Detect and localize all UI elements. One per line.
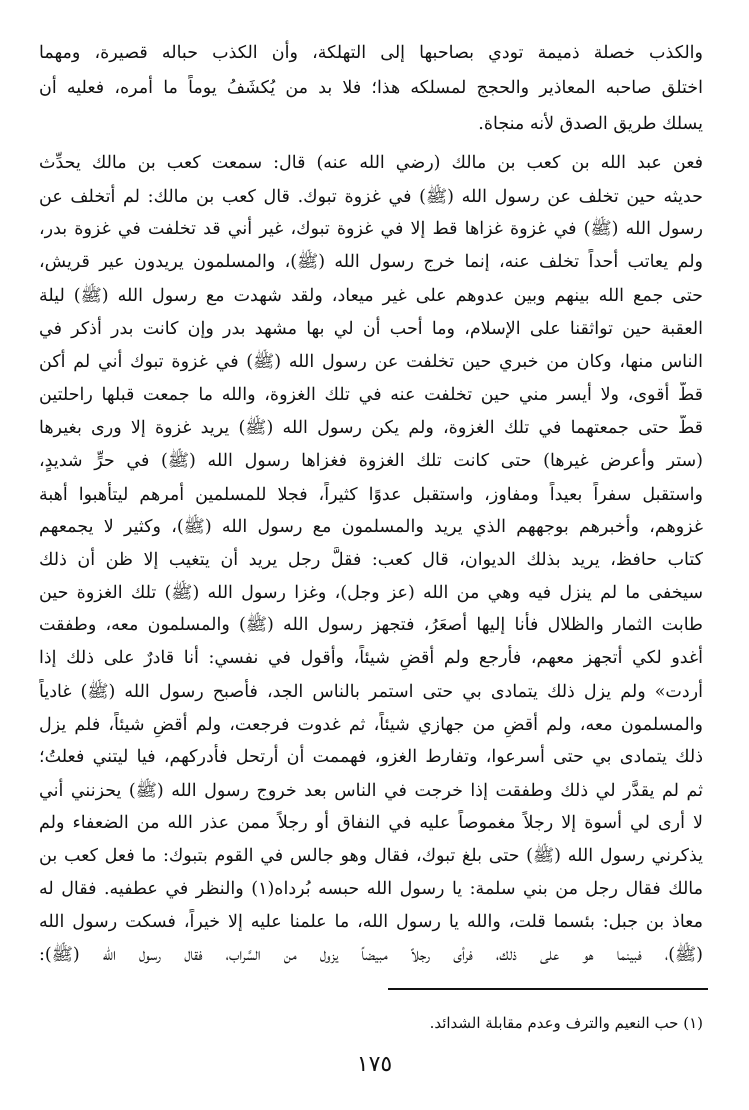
text-line: يسلك طريق الصدق لأنه منجاة. [478,114,703,134]
text-line: مالك فقال رجل من بني سلمة: يا رسول الله حبسه بُرداه(١) والنظر في عطفيه. فقال له [39,879,703,899]
text-line: قطُّ أقوى، ولا أيسر مني حين تخلفت عنه في تلك الغزوة، والله ما جمعت قبلها راحلتين [39,385,703,405]
text-line: اختلق صاحبه المعاذير والحجج لمسلكه هذا؛ فلا بد من يُكشَفُ يوماً ما أمره، فعليه أن [39,78,703,98]
text-line: أردت» ولم يزل ذلك يتمادى بي حتى استمر بالناس الجد، فأصبح رسول الله (ﷺ) غادياً [39,682,703,702]
text-line: ذلك يتمادى بي حتى أسرعوا، وتفارط الغزو، فهممت أن أرتحل فأدركهم، فيا ليتني فعلتُ؛ [39,747,703,767]
text-line: (ستر وأعرض غيرها) حتى كانت تلك الغزوة فغزاها رسول الله (ﷺ) في حرٍّ شديدٍ، [39,451,703,471]
text-line: ولم يعاتب أحداً تخلف عنه، إنما خرج رسول الله (ﷺ)، والمسلمون يريدون عير قريش، [39,252,703,272]
text-line: سيخفى ما لم ينزل فيه وهي من الله (عز وجل)، وغزا رسول الله (ﷺ) تلك الغزوة حين [39,583,703,603]
text-line: كتاب حافظ، يريد بذلك الديوان، قال كعب: فقلَّ رجل يريد أن يتغيب إلا ظن أن ذلك [39,550,703,570]
text-line: أغدو لكي أتجهز معهم، فأرجع ولم أقضِ شيئاً، وأقول في نفسي: أنا قادرٌ على ذلك إذا [39,648,703,668]
text-line: العقبة حين تواثقنا على الإسلام، وما أحب أن لي بها مشهد بدر وإن كانت بدر أذكر في [39,319,703,339]
text-line: فعن عبد الله بن كعب بن مالك (رضي الله عنه) قال: سمعت كعب بن مالك يحدِّث [39,153,703,173]
text-line: واستقبل سفراً بعيداً ومفاوز، واستقبل عدوًا كثيراً، فجلا للمسلمين أمرهم ليتأهبوا أهبة [39,485,703,505]
text-line: الناس منها، وكان من خبري حين تخلفت عن رسول الله (ﷺ) في غزوة تبوك أني لم أكن [39,352,703,372]
text-line: والمسلمون معه، ولم أقضِ من جهازي شيئاً، ثم غدوت فرجعت، ولم أقضِ شيئاً، فلم يزل [39,715,703,735]
footnote: (١) حب النعيم والترف وعدم مقابلة الشدائد. [429,1014,703,1032]
text-line: حديثه حين تخلف عن رسول الله (ﷺ) في غزوة تبوك. قال كعب بن مالك: لم أتخلف عن [39,187,703,207]
text-line: لا أرى لي أسوة إلا رجلاً مغموصاً عليه في النفاق أو رجلاً ممن عذر الله من الضعفاء ولم [39,813,703,833]
text-line: ثم لم يقدَّر لي ذلك وطفقت إذا خرجت في الناس بعد خروج رسول الله (ﷺ) يحزنني أني [39,781,703,801]
text-line: يذكرني رسول الله (ﷺ) حتى بلغ تبوك، فقال وهو جالس في القوم بتبوك: ما فعل كعب بن [39,846,703,866]
text-line: طابت الثمار والظلال فأنا إليها أصعَرُ، فتجهز رسول الله (ﷺ) والمسلمون معه، وطفقت [39,615,703,635]
text-line: والكذب خصلة ذميمة تودي بصاحبها إلى التهلكة، وأن الكذب حباله قصيرة، ومهما [39,43,703,63]
footnote-divider [388,988,708,990]
text-line: معاذ بن جبل: بئسما قلت، والله يا رسول الله، ما علمنا عليه إلا خيراً، فسكت رسول الله [39,912,703,932]
text-line: رسول الله (ﷺ) في غزوة غزاها قط إلا في غزوة تبوك، غير أني قد تخلفت في غزوة بدر، [39,219,703,239]
text-line: حتى جمع الله بينهم وبين عدوهم على غير ميعاد، ولقد شهدت مع رسول الله (ﷺ) ليلة [39,286,703,306]
page-number: ١٧٥ [356,1052,393,1077]
text-line: (ﷺ)، فبينما هو على ذلك، فرأى رجلاً مبيضاً يزول من السَّراب، فقال رسول الله (ﷺ): [39,945,703,965]
text-line: قطُّ حتى جمعتهما في تلك الغزوة، ولم يكن رسول الله (ﷺ) يريد غزوة إلا ورى بغيرها [39,418,703,438]
text-line: غزوهم، وأخبرهم بوجههم الذي يريد والمسلمون مع رسول الله (ﷺ)، وكثير لا يجمعهم [39,517,703,537]
